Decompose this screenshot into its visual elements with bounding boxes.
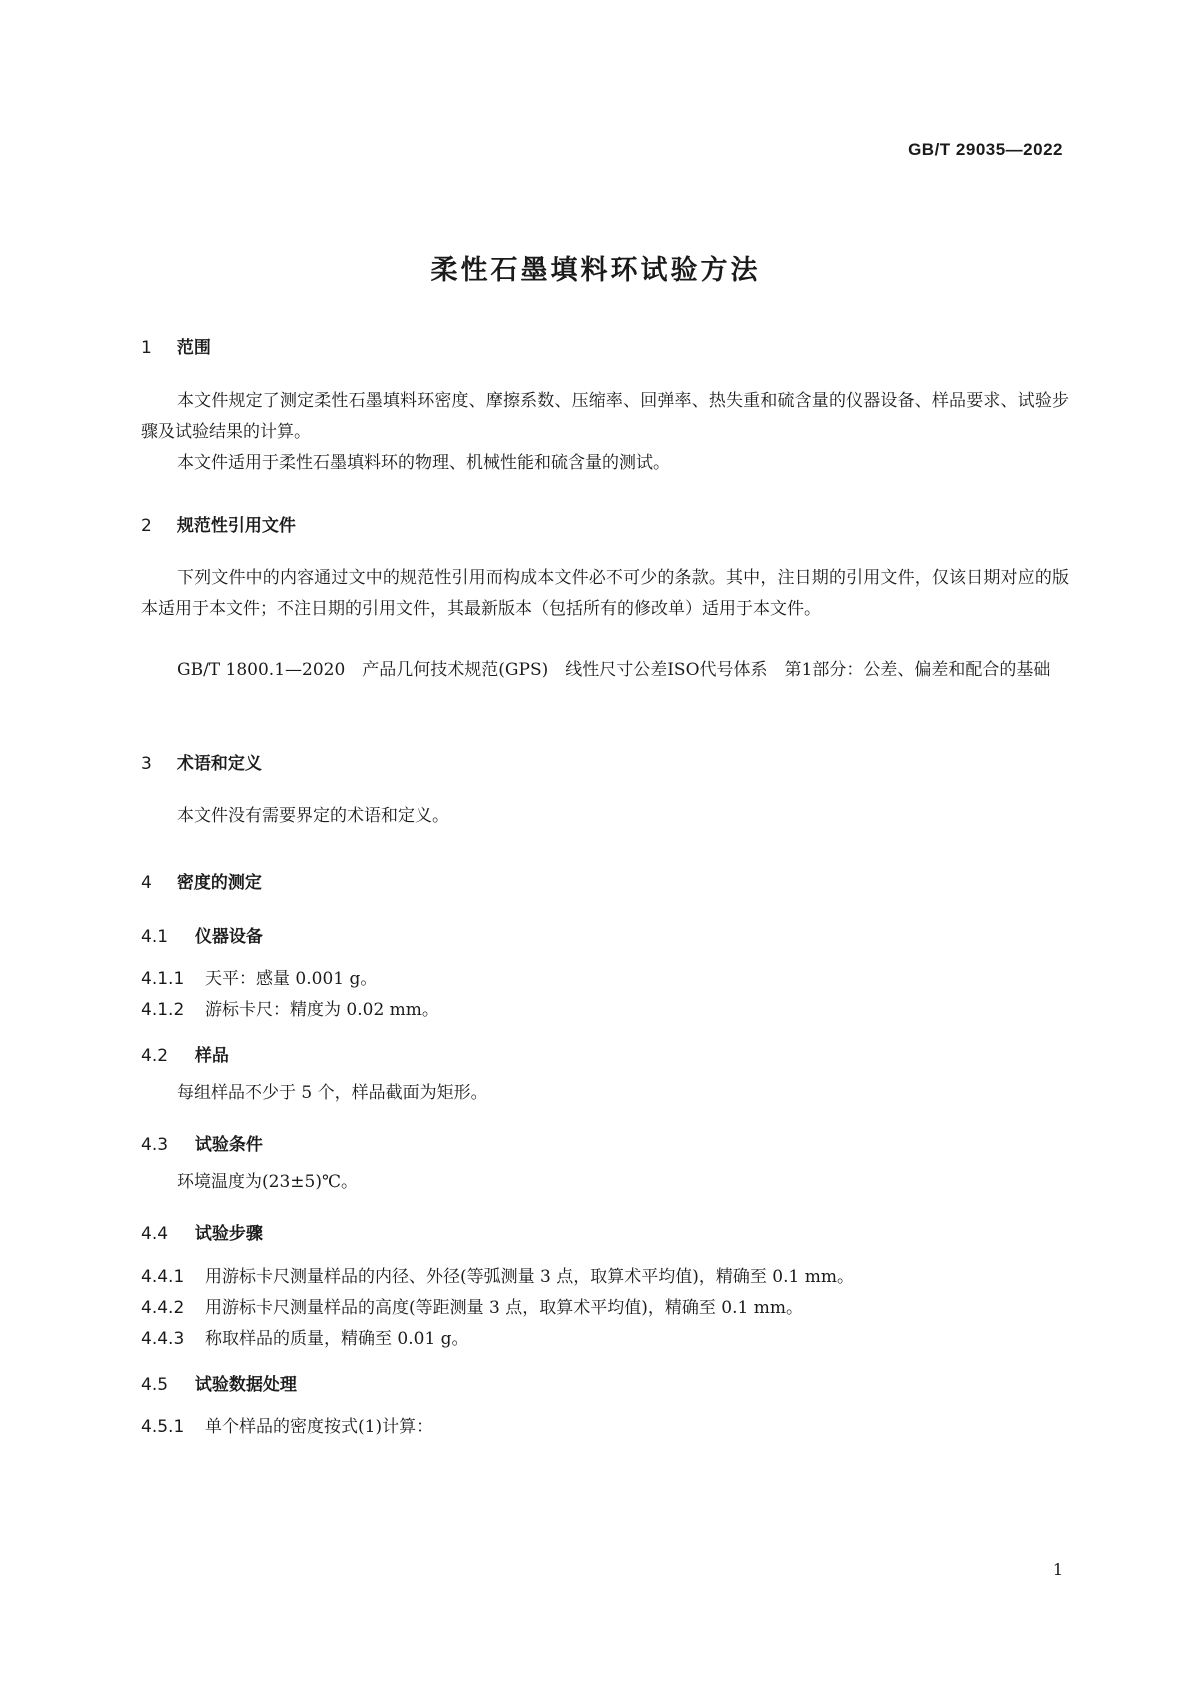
section-3-paragraph-1: 本文件没有需要界定的术语和定义。 xyxy=(177,806,449,826)
clause-text: 游标卡尺：精度为 0.02 mm。 xyxy=(205,1000,439,1020)
subsection-4-2-paragraph: 每组样品不少于 5 个，样品截面为矩形。 xyxy=(177,1083,488,1103)
clause-number: 4.1.1 xyxy=(141,969,185,989)
clause-4-4-1 xyxy=(141,1262,854,1287)
clause-number: 4.1.2 xyxy=(141,1000,185,1020)
subsection-4-1-heading xyxy=(141,922,263,947)
document-title: 柔性石墨填料环试验方法 xyxy=(430,255,761,286)
clause-number: 4.4.1 xyxy=(141,1267,185,1287)
subsection-title: 试验条件 xyxy=(194,1135,263,1155)
standard-code: GB/T 29035—2022 xyxy=(908,140,1063,159)
section-title: 术语和定义 xyxy=(176,754,262,774)
page-number: 1 xyxy=(1052,1560,1063,1579)
section-2-heading xyxy=(141,511,296,536)
clause-number: 4.5.1 xyxy=(141,1417,185,1437)
section-3-heading xyxy=(141,749,262,774)
clause-number: 4.4.3 xyxy=(141,1329,185,1349)
section-2-reference: GB/T 1800.1—2020 产品几何技术规范(GPS) 线性尺寸公差ISO代号体系 第1部分：公差、偏差和配合的基础 xyxy=(177,660,1051,680)
subsection-title: 仪器设备 xyxy=(194,927,263,947)
clause-number: 4.4.2 xyxy=(141,1298,185,1318)
section-1-paragraph-1: 本文件规定了测定柔性石墨填料环密度、摩擦系数、压缩率、回弹率、热失重和硫含量的仪器设备、样品要求、试验步骤及试验结果的计算。 xyxy=(141,391,1069,442)
subsection-title: 试验数据处理 xyxy=(194,1375,297,1395)
subsection-title: 样品 xyxy=(194,1046,229,1066)
section-number: 3 xyxy=(141,754,152,774)
section-1-paragraph-2: 本文件适用于柔性石墨填料环的物理、机械性能和硫含量的测试。 xyxy=(177,453,670,473)
clause-4-4-3 xyxy=(141,1324,469,1349)
clause-4-1-2 xyxy=(141,995,439,1020)
clause-text: 用游标卡尺测量样品的内径、外径(等弧测量 3 点，取算术平均值)，精确至 0.1 mm。 xyxy=(205,1267,854,1287)
subsection-number: 4.5 xyxy=(141,1375,169,1395)
section-number: 2 xyxy=(141,516,152,536)
section-4-heading xyxy=(141,868,262,893)
section-title: 规范性引用文件 xyxy=(176,516,296,536)
subsection-number: 4.1 xyxy=(141,927,169,947)
subsection-4-3-heading xyxy=(141,1130,263,1155)
clause-4-5-1 xyxy=(141,1412,433,1437)
subsection-number: 4.2 xyxy=(141,1046,169,1066)
subsection-4-2-heading xyxy=(141,1041,229,1066)
clause-4-4-2 xyxy=(141,1293,803,1318)
clause-text: 天平：感量 0.001 g。 xyxy=(205,969,378,989)
subsection-4-5-heading xyxy=(141,1370,297,1395)
section-number: 4 xyxy=(141,873,152,893)
section-title: 密度的测定 xyxy=(176,873,262,893)
section-2-paragraph-1: 下列文件中的内容通过文中的规范性引用而构成本文件必不可少的条款。其中，注日期的引用文件，仅该日期对应的版本适用于本文件；不注日期的引用文件，其最新版本（包括所有的修改单）适用于本文件。 xyxy=(141,568,1069,619)
clause-text: 称取样品的质量，精确至 0.01 g。 xyxy=(205,1329,469,1349)
subsection-number: 4.3 xyxy=(141,1135,169,1155)
clause-text: 用游标卡尺测量样品的高度(等距测量 3 点，取算术平均值)，精确至 0.1 mm。 xyxy=(205,1298,803,1318)
clause-text: 单个样品的密度按式(1)计算： xyxy=(205,1417,434,1437)
clause-4-1-1 xyxy=(141,964,377,989)
section-1-heading xyxy=(141,333,211,358)
section-title: 范围 xyxy=(176,338,211,358)
subsection-4-3-paragraph: 环境温度为(23±5)℃。 xyxy=(177,1172,358,1192)
subsection-number: 4.4 xyxy=(141,1224,169,1244)
section-number: 1 xyxy=(141,338,152,358)
subsection-title: 试验步骤 xyxy=(194,1224,263,1244)
subsection-4-4-heading xyxy=(141,1219,263,1244)
